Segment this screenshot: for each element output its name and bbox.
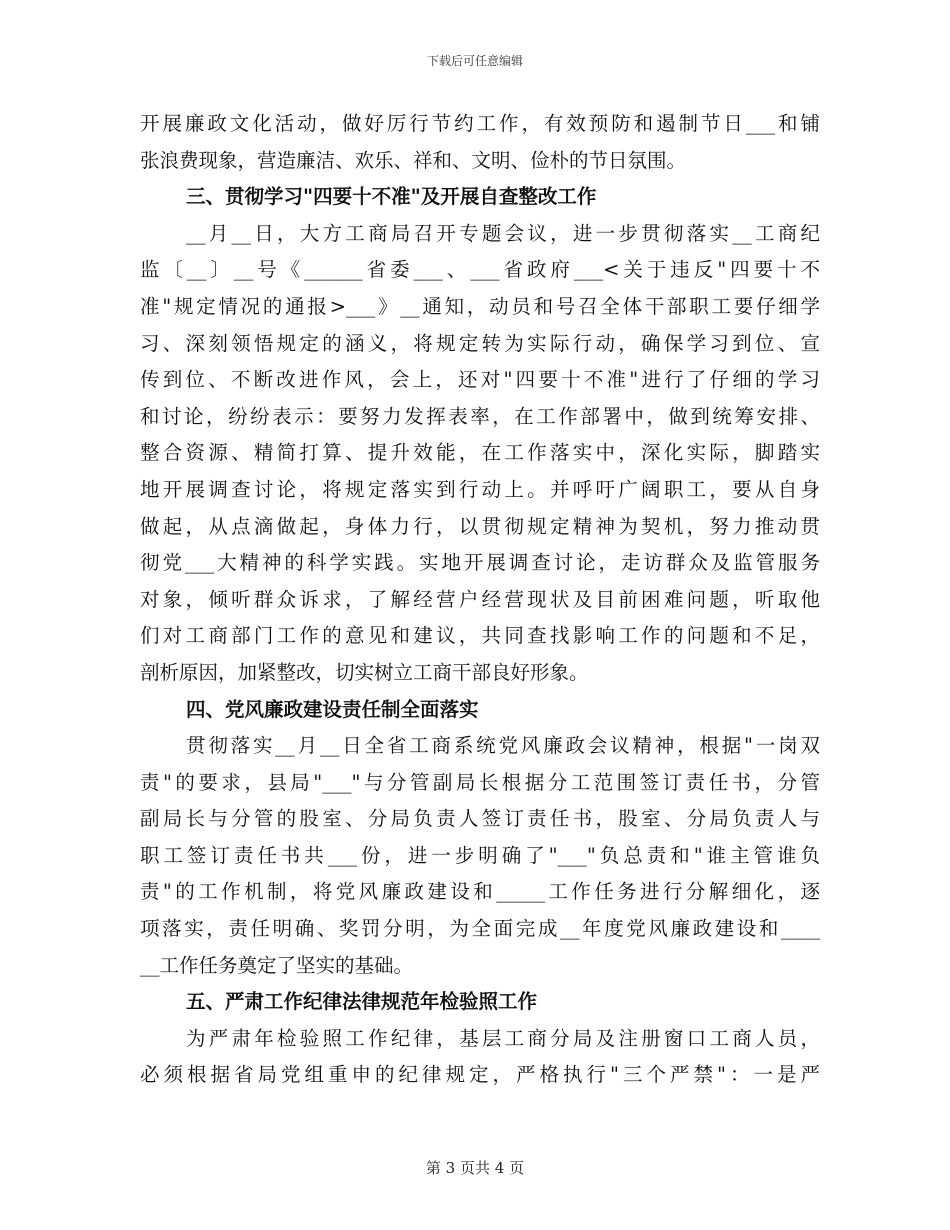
paragraph-line: 对象，倾听群众诉求，了解经营户经营现状及目前困难问题，听取他: [140, 587, 820, 611]
paragraph-line: 开展廉政文化活动，做好厉行节约工作，有效预防和遏制节日___和铺: [140, 112, 820, 135]
page-footer: 第 3 页共 4 页: [425, 1159, 525, 1177]
paragraph-line: 地开展调查讨论，将规定落实到行动上。并呼吁广阔职工，要从自身: [140, 477, 820, 501]
section-heading: 五、严肃工作纪律法律规范年检验照工作: [186, 990, 538, 1014]
paragraph-line: __月__日，大方工商局召开专题会议，进一步贯彻落实__工商纪: [186, 221, 820, 245]
paragraph-line: 为严肃年检验照工作纪律，基层工商分局及注册窗口工商人员，: [186, 1026, 820, 1050]
page-header: 下载后可任意编辑: [426, 54, 523, 68]
paragraph-line: 副局长与分管的股室、分局负责人签订责任书，股室、分局负责人与: [140, 807, 820, 831]
paragraph-line: 剖析原因，加紧整改，切实树立工商干部良好形象。: [140, 660, 589, 684]
paragraph-line: 整合资源、精简打算、提升效能，在工作落实中，深化实际，脚踏实: [140, 441, 820, 465]
section-heading: 三、贯彻学习"四要十不准"及开展自查整改工作: [186, 185, 597, 209]
document-body: [140, 106, 820, 1094]
paragraph-line: 和讨论，纷纷表示：要努力发挥表率，在工作部署中，做到统筹安排、: [140, 404, 820, 428]
paragraph-line: 职工签订责任书共___份，进一步明确了"___"负总责和"谁主管谁负: [140, 843, 820, 867]
paragraph-line: 责"的工作机制，将党风廉政建设和_____工作任务进行分解细化，逐: [140, 880, 820, 904]
paragraph-line: 项落实，责任明确、奖罚分明，为全面完成__年度党风廉政建设和____: [140, 917, 820, 941]
paragraph-line: 监〔__〕__号《______省委___、___省政府___<关于违反"四要十不: [140, 258, 820, 282]
paragraph-line: 做起，从点滴做起，身体力行，以贯彻规定精神为契机，努力推动贯: [140, 514, 820, 538]
paragraph-line: 彻党___大精神的科学实践。实地开展调查讨论，走访群众及监管服务: [140, 551, 820, 575]
paragraph-line: 习、深刻领悟规定的涵义，将规定转为实际行动，确保学习到位、宣: [140, 331, 820, 355]
paragraph-line: __工作任务奠定了坚实的基础。: [140, 953, 414, 977]
paragraph-line: 责"的要求，县局"___"与分管副局长根据分工范围签订责任书，分管: [140, 770, 820, 794]
paragraph-line: 准"规定情况的通报>___》__通知，动员和号召全体干部职工要仔细学: [140, 294, 820, 318]
section-heading: 四、党风廉政建设责任制全面落实: [186, 697, 479, 721]
paragraph-line: 贯彻落实__月__日全省工商系统党风廉政会议精神，根据"一岗双: [186, 734, 820, 758]
paragraph-line: 们对工商部门工作的意见和建议，共同查找影响工作的问题和不足，: [140, 624, 820, 648]
paragraph-line: 传到位、不断改进作风，会上，还对"四要十不准"进行了仔细的学习: [140, 368, 820, 392]
paragraph-line: 张浪费现象，营造廉洁、欢乐、祥和、文明、俭朴的节日氛围。: [140, 148, 687, 172]
paragraph-line: 必须根据省局党组重申的纪律规定，严格执行"三个严禁"：一是严: [140, 1063, 820, 1087]
